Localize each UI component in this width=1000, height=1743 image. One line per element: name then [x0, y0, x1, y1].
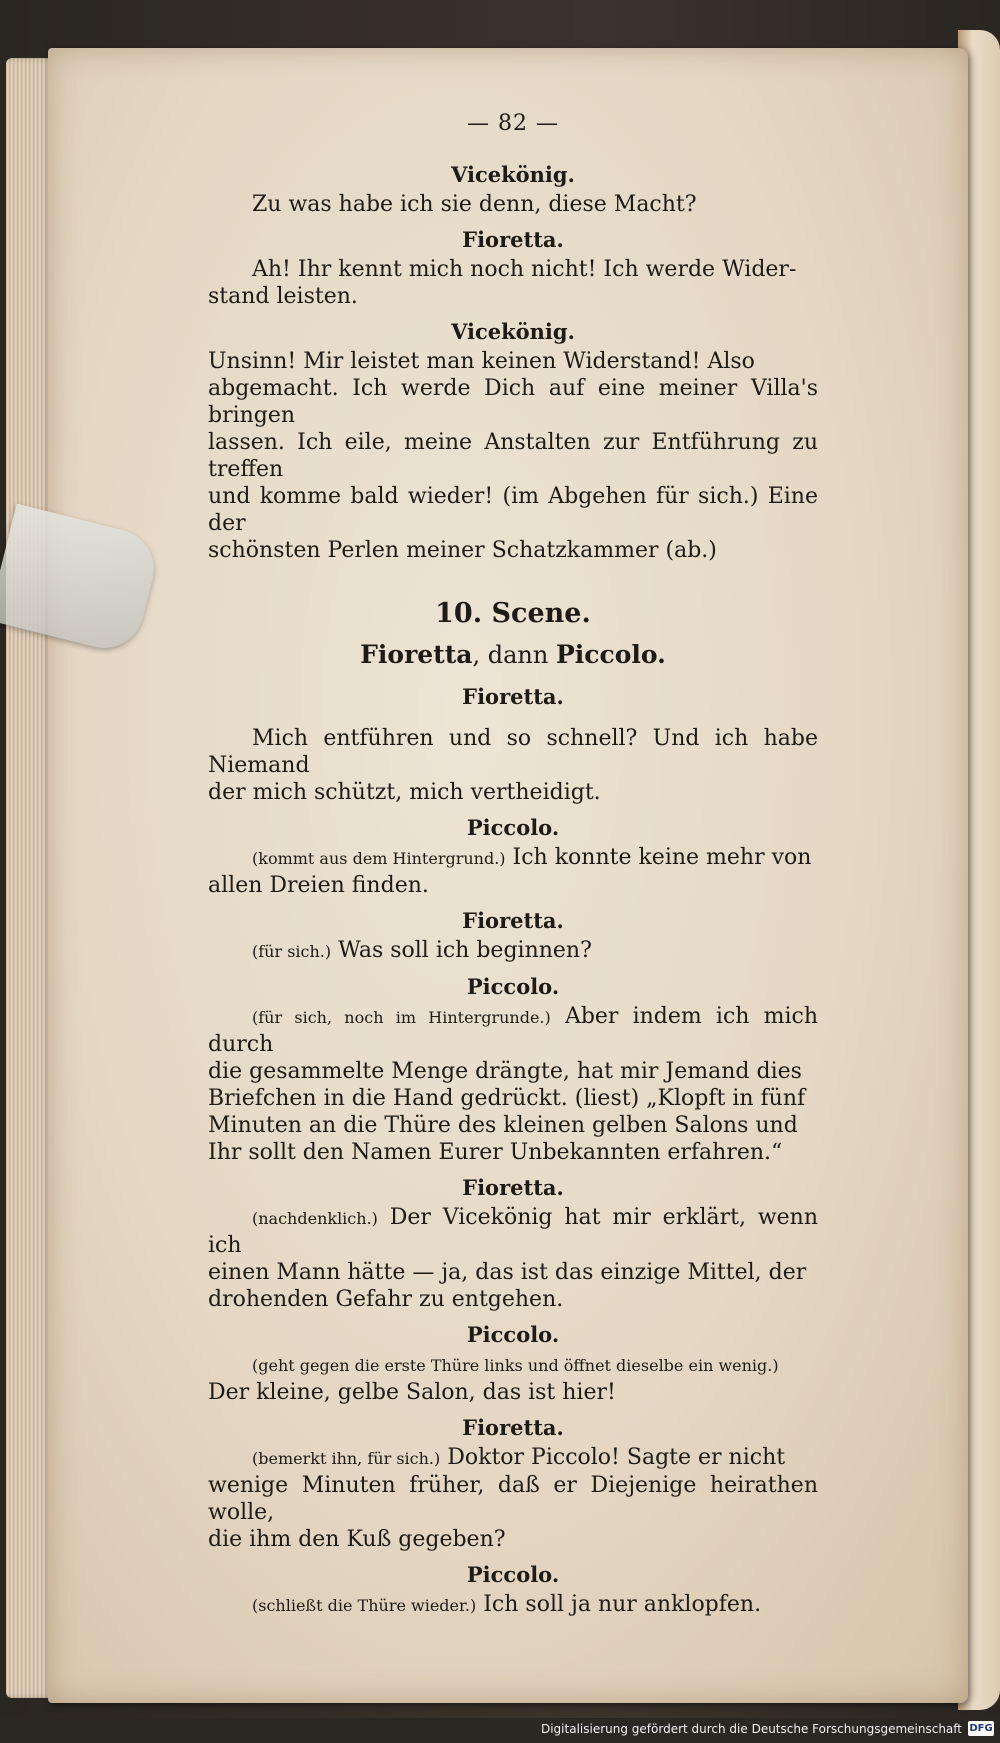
dialogue-line: und komme bald wieder! (im Abgehen für sich.) Eine der	[208, 484, 818, 536]
dialogue-line	[208, 1351, 818, 1379]
dialogue-line: Ihr sollt den Namen Eurer Unbekannten erfahren.“	[208, 1140, 783, 1165]
scene-persons	[208, 641, 818, 669]
dialogue-line: die ihm den Kuß gegeben?	[208, 1527, 506, 1552]
dialogue-line	[208, 1591, 818, 1619]
page-number: — 82 —	[467, 111, 559, 136]
speaker-name: Vicekönig.	[451, 319, 575, 344]
dialogue-line	[208, 1003, 818, 1058]
dialogue-line	[208, 1204, 818, 1259]
dialogue-line: Unsinn! Mir leistet man keinen Widerstand! Also	[208, 349, 755, 374]
dialogue-line: Der kleine, gelbe Salon, das ist hier!	[208, 1380, 616, 1405]
speaker-name: Piccolo.	[466, 974, 560, 999]
dialogue-line	[208, 844, 818, 872]
dialogue-line: Minuten an die Thüre des kleinen gelben Salons und	[208, 1113, 798, 1138]
dialogue-text: Ich konnte keine mehr von	[512, 845, 812, 870]
stage-direction: (geht gegen die erste Thüre links und öffnet dieselbe ein wenig.)	[252, 1356, 779, 1375]
dialogue-line: einen Mann hätte — ja, das ist das einzige Mittel, der	[208, 1260, 807, 1285]
speaker-name: Piccolo.	[466, 1322, 560, 1347]
stage-direction: (nachdenklich.)	[252, 1209, 378, 1228]
dialogue-text: Doktor Piccolo! Sagte er nicht	[447, 1445, 786, 1470]
dialogue-text: Was soll ich beginnen?	[338, 938, 592, 963]
stage-direction: (für sich, noch im Hintergrunde.)	[252, 1008, 551, 1027]
dialogue-line: wenige Minuten früher, daß er Diejenige heirathen wolle,	[208, 1473, 818, 1525]
dialogue-line: schönsten Perlen meiner Schatzkammer (ab.)	[208, 538, 717, 563]
speaker-name: Fioretta.	[462, 227, 564, 252]
dialogue-line: abgemacht. Ich werde Dich auf eine meiner Villa's bringen	[208, 376, 818, 428]
dialogue-line: Briefchen in die Hand gedrückt. (liest) „Klopft in fünf	[208, 1086, 806, 1111]
speaker-name: Piccolo.	[466, 815, 560, 840]
dialogue-line: Zu was habe ich sie denn, diese Macht?	[252, 192, 697, 217]
dialogue-line: der mich schützt, mich vertheidigt.	[208, 780, 601, 805]
dfg-logo: DFG	[969, 1723, 993, 1734]
dialogue-line: stand leisten.	[208, 284, 358, 309]
dialogue-line: drohenden Gefahr zu entgehen.	[208, 1287, 564, 1312]
speaker-name: Piccolo.	[466, 1562, 560, 1587]
dialogue-line: Mich entführen und so schnell? Und ich habe Niemand	[208, 726, 818, 778]
scene-title: 10. Scene.	[435, 598, 591, 629]
speaker-name: Fioretta.	[462, 908, 564, 933]
page-text	[208, 110, 818, 1619]
dialogue-line: die gesammelte Menge drängte, hat mir Jemand dies	[208, 1059, 802, 1084]
speaker-name: Fioretta.	[462, 1415, 564, 1440]
speaker-name: Fioretta.	[462, 1175, 564, 1200]
scene-person: Fioretta	[360, 640, 473, 669]
dialogue-line: Ah! Ihr kennt mich noch nicht! Ich werde Wider-	[252, 257, 797, 282]
speaker-name: Vicekönig.	[451, 162, 575, 187]
dialogue-line	[208, 1444, 818, 1472]
dialogue-line: lassen. Ich eile, meine Anstalten zur Entführung zu treffen	[208, 430, 818, 482]
dialogue-text: Ich soll ja nur anklopfen.	[483, 1592, 762, 1617]
stage-direction: (kommt aus dem Hintergrund.)	[252, 849, 506, 868]
dialogue-text: Aber indem ich mich durch	[208, 1004, 819, 1057]
stage-direction: (schließt die Thüre wieder.)	[252, 1596, 477, 1615]
stage-direction: (bemerkt ihn, für sich.)	[252, 1449, 441, 1468]
stage-direction: (für sich.)	[252, 942, 332, 961]
digitization-credit: Digitalisierung gefördert durch die Deutsche Forschungsgemeinschaft	[540, 1722, 962, 1736]
scene-person: Piccolo.	[555, 640, 666, 669]
dialogue-line: allen Dreien finden.	[208, 873, 429, 898]
scene-connector: , dann	[472, 641, 556, 669]
speaker-name: Fioretta.	[462, 684, 564, 709]
dialogue-line	[208, 937, 818, 965]
dialogue-text: Der Vicekönig hat mir erklärt, wenn ich	[208, 1205, 819, 1258]
